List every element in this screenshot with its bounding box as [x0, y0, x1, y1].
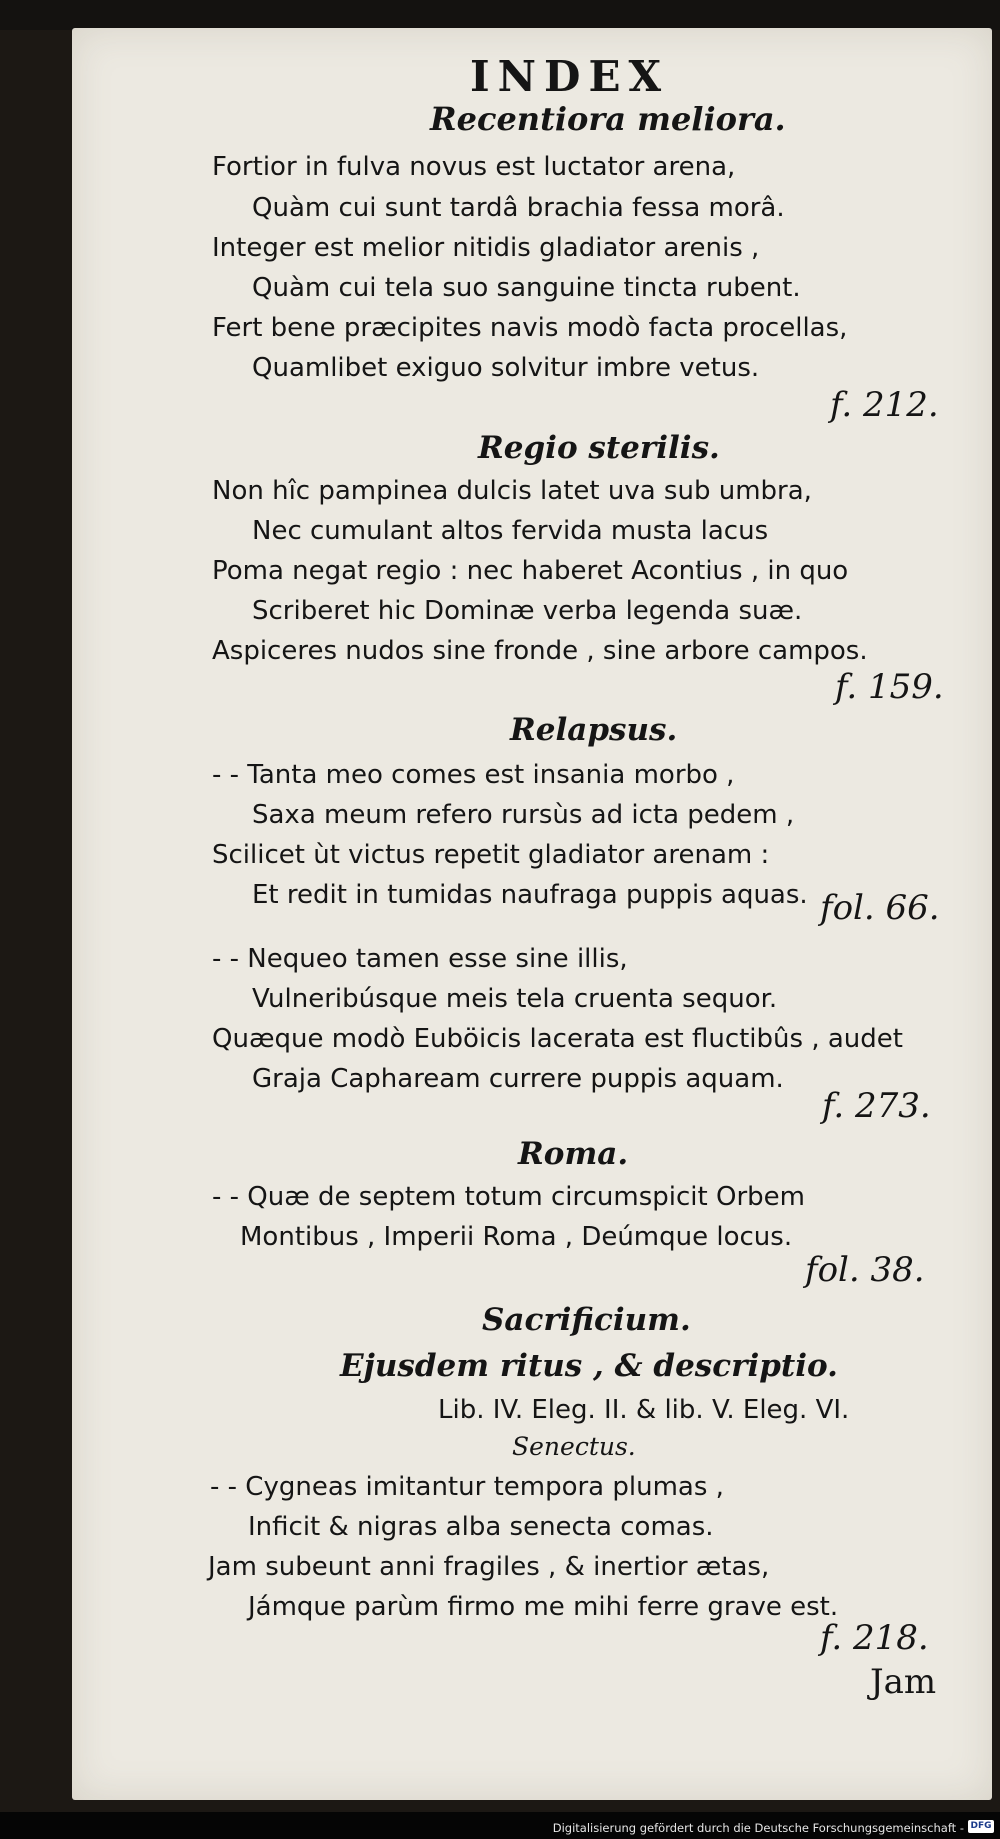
- verse-line: Scriberet hic Dominæ verba legenda suæ.: [252, 596, 803, 626]
- verse-line: Graja Caphaream currere puppis aquam.: [252, 1064, 784, 1094]
- verse-line: Integer est melior nitidis gladiator arenis ,: [212, 233, 760, 263]
- verse-line: - - Cygneas imitantur tempora plumas ,: [210, 1472, 724, 1502]
- section-heading: Regio sterilis.: [478, 430, 720, 466]
- scan-edge-top: [0, 0, 1000, 30]
- section-heading: Recentiora meliora.: [430, 100, 786, 138]
- verse-line: Poma negat regio : nec haberet Acontius , in quo: [212, 556, 849, 586]
- verse-line: Jámque parùm firmo me mihi ferre grave est.: [248, 1592, 839, 1622]
- folio-reference: f. 273.: [822, 1086, 931, 1126]
- verse-line: Quæque modò Euböicis lacerata est fluctibûs , audet: [212, 1024, 903, 1054]
- verse-line: Montibus , Imperii Roma , Deúmque locus.: [240, 1222, 793, 1252]
- section-heading: Sacrificium.: [482, 1302, 691, 1338]
- section-heading: Senectus.: [512, 1432, 636, 1461]
- page-title: INDEX: [470, 52, 670, 101]
- folio-reference: f. 212.: [830, 385, 939, 425]
- folio-reference: f. 159.: [835, 667, 944, 707]
- folio-reference: fol. 38.: [805, 1250, 925, 1290]
- section-subheading: Ejusdem ritus , & descriptio.: [340, 1348, 838, 1384]
- verse-line: - - Nequeo tamen esse sine illis,: [212, 944, 628, 974]
- verse-line: Saxa meum refero rursùs ad icta pedem ,: [252, 800, 795, 830]
- verse-line: Scilicet ùt victus repetit gladiator arenam :: [212, 840, 770, 870]
- verse-line: Jam subeunt anni fragiles , & inertior ætas,: [208, 1552, 770, 1582]
- folio-reference: f. 218.: [820, 1618, 929, 1658]
- verse-line: - - Quæ de septem totum circumspicit Orbem: [212, 1182, 805, 1212]
- verse-line: Non hîc pampinea dulcis latet uva sub umbra,: [212, 476, 812, 506]
- verse-line: Nec cumulant altos fervida musta lacus: [252, 516, 769, 546]
- verse-line: Quàm cui tela suo sanguine tincta rubent.: [252, 273, 801, 303]
- funding-credit: Digitalisierung gefördert durch die Deutsche Forschungsgemeinschaft -: [552, 1821, 964, 1835]
- verse-line: - - Tanta meo comes est insania morbo ,: [212, 760, 735, 790]
- verse-line: Vulneribúsque meis tela cruenta sequor.: [252, 984, 778, 1014]
- verse-line: Fortior in fulva novus est luctator arena,: [212, 152, 736, 182]
- verse-line: Aspiceres nudos sine fronde , sine arbore campos.: [212, 636, 868, 666]
- source-reference: Lib. IV. Eleg. II. & lib. V. Eleg. VI.: [438, 1395, 850, 1425]
- verse-line: Fert bene præcipites navis modò facta procellas,: [212, 313, 848, 343]
- catchword: Jam: [870, 1662, 937, 1702]
- verse-line: Quàm cui sunt tardâ brachia fessa morâ.: [252, 193, 785, 223]
- section-heading: Roma.: [518, 1136, 629, 1172]
- verse-line: Inficit & nigras alba senecta comas.: [248, 1512, 714, 1542]
- verse-line: Quamlibet exiguo solvitur imbre vetus.: [252, 353, 760, 383]
- section-heading: Relapsus.: [510, 712, 678, 748]
- folio-reference: fol. 66.: [820, 888, 940, 928]
- dfg-logo: DFG: [968, 1820, 994, 1833]
- verse-line: Et redit in tumidas naufraga puppis aquas.: [252, 880, 808, 910]
